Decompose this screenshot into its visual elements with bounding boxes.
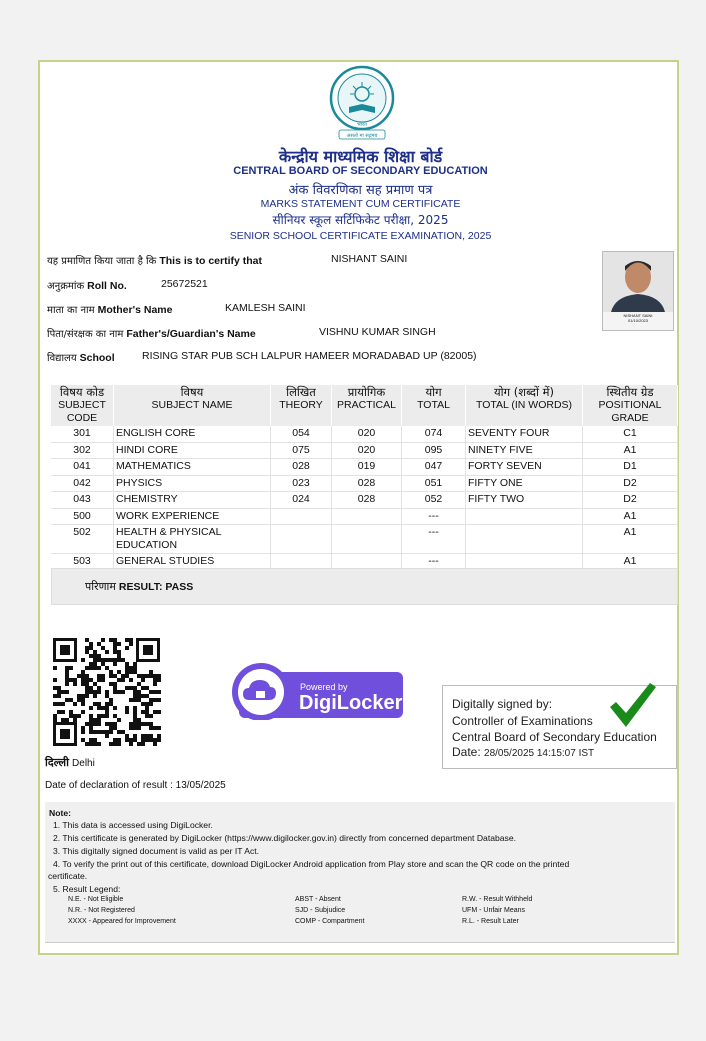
table-row: 502 HEALTH & PHYSICAL EDUCATION --- A1 (51, 525, 678, 554)
legend-item: ABST - Absent (295, 896, 341, 903)
board-name-hindi: केन्द्रीय माध्यमिक शिक्षा बोर्ड (278, 147, 443, 166)
doc-title-english: MARKS STATEMENT CUM CERTIFICATE (260, 198, 461, 210)
place: दिल्ली Delhi (45, 756, 95, 769)
father-name: VISHNU KUMAR SINGH (319, 326, 436, 338)
table-row: 301 ENGLISH CORE 054 020 074 SEVENTY FOUR C1 (51, 426, 678, 442)
legend-item: R.W. - Result Withheld (462, 896, 533, 903)
signature-date: 28/05/2025 14:15:07 IST (484, 748, 595, 759)
table-row: 302 HINDI CORE 075 020 095 NINETY FIVE A1 (51, 442, 678, 459)
student-name: NISHANT SAINI (331, 253, 408, 265)
svg-text:असतो मा सद्गमय: असतो मा सद्गमय (346, 133, 378, 139)
roll-number: 25672521 (161, 278, 208, 290)
note-item: 2. This certificate is generated by DigiLocker (https://www.digilocker.gov.in) directly from concerned department Database. (53, 833, 517, 843)
header-theory: लिखित THEORY (271, 385, 332, 426)
student-photo: NISHANT SAINI 01/10/2023 (602, 251, 674, 331)
result-box (51, 568, 678, 605)
table-row: 500 WORK EXPERIENCE --- A1 (51, 508, 678, 525)
mother-name: KAMLESH SAINI (225, 302, 306, 314)
note-item: 3. This digitally signed document is valid as per IT Act. (53, 846, 260, 856)
declaration-date: 13/05/2025 (175, 780, 226, 791)
header-practical: प्रायोगिक PRACTICAL (332, 385, 402, 426)
school-row: विद्यालय School RISING STAR PUB SCH LALPUR HAMEER MORADABAD UP (82005) (47, 350, 477, 364)
exam-title-hindi: सीनियर स्कूल सर्टिफिकेट परीक्षा, 2025 (272, 213, 449, 227)
exam-title-english: SENIOR SCHOOL CERTIFICATE EXAMINATION, 2025 (229, 230, 492, 242)
board-name-english: CENTRAL BOARD OF SECONDARY EDUCATION (233, 165, 488, 177)
legend-item: N.E. - Not Eligible (68, 896, 124, 903)
table-row: 041 MATHEMATICS 028 019 047 FORTY SEVEN D1 (51, 459, 678, 476)
svg-text:DigiLocker: DigiLocker (299, 692, 403, 714)
header-grade: स्थितीय ग्रेड POSITIONAL GRADE (583, 385, 678, 426)
note-item: 5. Result Legend: (53, 884, 121, 894)
header-total-words: योग (शब्दों में) TOTAL (IN WORDS) (466, 385, 583, 426)
table-row: 042 PHYSICS 023 028 051 FIFTY ONE D2 (51, 475, 678, 492)
qr-code (50, 635, 163, 749)
notes-title: Note: (49, 808, 71, 818)
note-item: 4. To verify the print out of this certificate, download DigiLocker Android application from Play store and scan the QR code on the printed (53, 859, 570, 869)
note-item: 1. This data is accessed using DigiLocker. (53, 820, 213, 830)
header-code: विषय कोड SUBJECT CODE (51, 385, 114, 426)
digital-signature-box: Digitally signed by: Controller of Examinations Central Board of Secondary Education Date: 28/05/2025 14:15:07 IST (442, 685, 677, 769)
digilocker-badge (227, 662, 405, 720)
checkmark-icon (606, 679, 658, 731)
father-row: पिता/संरक्षक का नाम Father's/Guardian's Name VISHNU KUMAR SINGH (47, 326, 436, 340)
legend-item: COMP - Compartment (295, 918, 365, 925)
header-total: योग TOTAL (402, 385, 466, 426)
legend-item: XXXX - Appeared for Improvement (68, 918, 176, 925)
table-row: 043 CHEMISTRY 024 028 052 FIFTY TWO D2 (51, 492, 678, 509)
school-name: RISING STAR PUB SCH LALPUR HAMEER MORADABAD UP (82005) (142, 350, 477, 362)
table-row: 503 GENERAL STUDIES --- A1 (51, 554, 678, 571)
header-subject: विषय SUBJECT NAME (114, 385, 271, 426)
note-item: certificate. (48, 871, 88, 881)
legend-item: N.R. - Not Registered (68, 907, 135, 914)
legend-item: R.L. - Result Later (462, 918, 519, 925)
result-line: परिणाम RESULT: PASS (85, 580, 194, 593)
result-value: PASS (165, 581, 194, 593)
legend-item: SJD - Subjudice (295, 907, 346, 914)
legend-item: UFM - Unfair Means (462, 907, 526, 914)
notes-section (45, 802, 675, 943)
marksheet-page (38, 60, 679, 955)
declaration-date-line: Date of declaration of result : 13/05/2025 (45, 780, 226, 791)
marks-table (51, 385, 678, 571)
certify-row: यह प्रमाणित किया जाता है कि This is to certify that NISHANT SAINI (47, 253, 408, 267)
cbse-logo (327, 64, 397, 142)
mother-row: माता का नाम Mother's Name KAMLESH SAINI (47, 302, 306, 316)
doc-title-hindi: अंक विवरणिका सह प्रमाण पत्र (288, 183, 433, 198)
svg-text:Powered by: Powered by (300, 682, 348, 692)
svg-text:भारत: भारत (357, 122, 367, 128)
person-photo-icon (603, 252, 673, 312)
table-header-row (51, 385, 678, 426)
roll-row: अनुक्रमांक Roll No. 25672521 (47, 278, 208, 292)
